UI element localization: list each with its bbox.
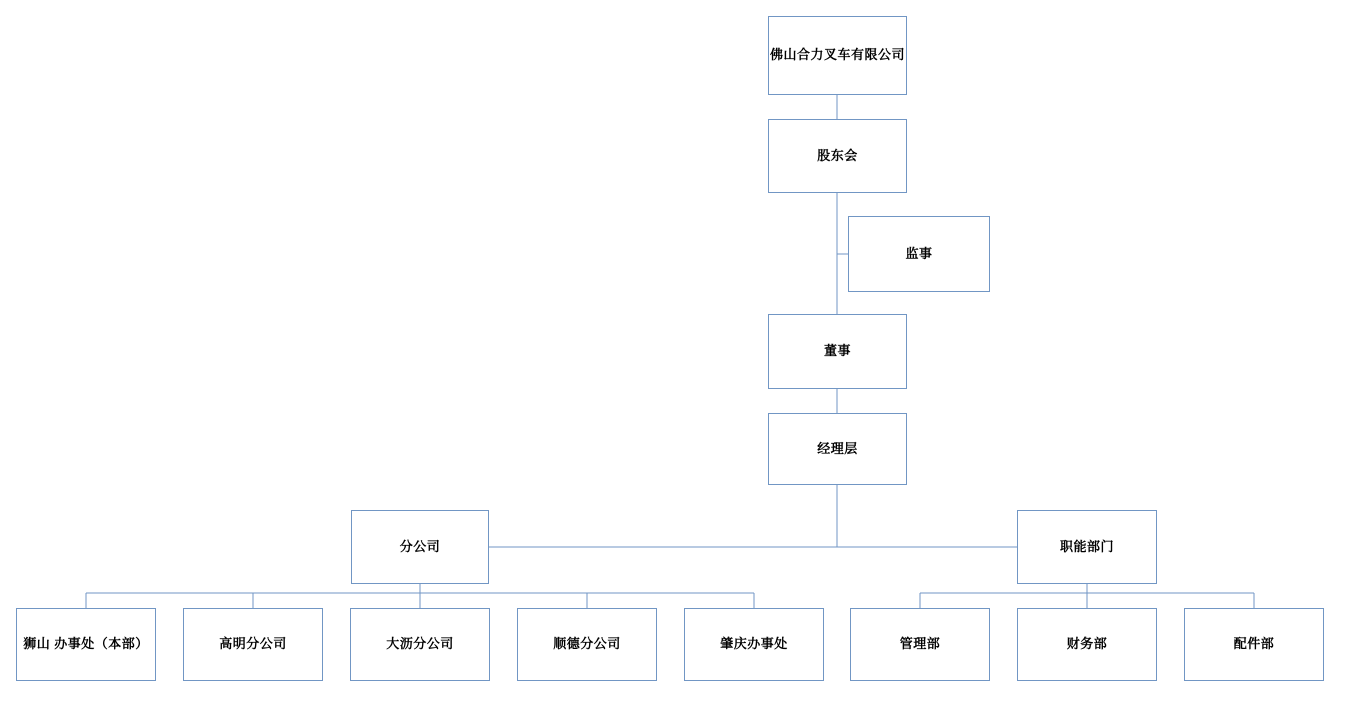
node-functions[interactable]: [1017, 510, 1157, 584]
connector-2: [837, 193, 848, 254]
node-management[interactable]: [768, 413, 907, 485]
node-director[interactable]: [768, 314, 907, 389]
node-label-finance: 财务部: [1066, 636, 1108, 652]
node-shishan[interactable]: [16, 608, 156, 681]
node-label-management: 经理层: [817, 440, 858, 456]
node-label-shunde: 顺德分公司: [553, 636, 621, 652]
node-company[interactable]: [768, 16, 907, 95]
node-label-supervisor: 监事: [905, 245, 933, 261]
node-label-zhaoqing: 肇庆办事处: [720, 636, 788, 652]
node-label-parts: 配件部: [1233, 636, 1275, 652]
node-label-branches: 分公司: [399, 538, 441, 554]
node-label-shishan: 狮山 办事处（本部）: [23, 636, 149, 652]
node-shareholders[interactable]: [768, 119, 907, 193]
node-label-director: 董事: [823, 343, 851, 359]
node-finance[interactable]: [1017, 608, 1157, 681]
node-label-manage: 管理部: [899, 636, 941, 652]
node-branches[interactable]: [351, 510, 489, 584]
node-label-shareholders: 股东会: [817, 147, 858, 163]
node-manage[interactable]: [850, 608, 990, 681]
node-zhaoqing[interactable]: [684, 608, 824, 681]
node-shunde[interactable]: [517, 608, 657, 681]
node-supervisor[interactable]: [848, 216, 990, 292]
node-label-dali: 大沥分公司: [386, 636, 454, 652]
node-gaoming[interactable]: [183, 608, 323, 681]
node-label-functions: 职能部门: [1059, 538, 1114, 554]
node-dali[interactable]: [350, 608, 490, 681]
node-label-gaoming: 高明分公司: [219, 636, 287, 652]
node-parts[interactable]: [1184, 608, 1324, 681]
node-label-company: 佛山合力叉车有限公司: [770, 47, 906, 63]
